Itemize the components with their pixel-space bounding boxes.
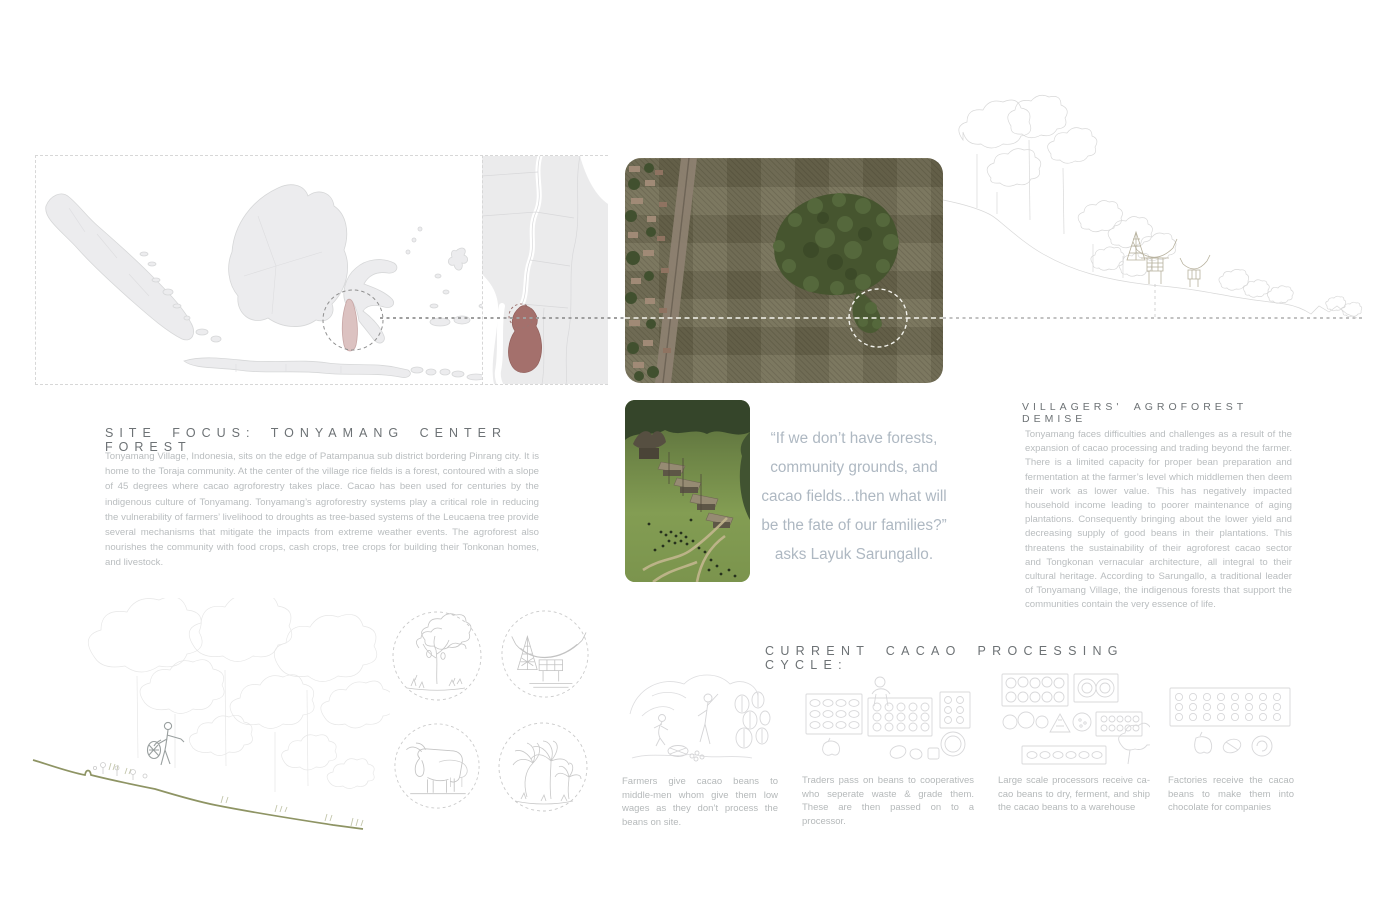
slope-ground-line bbox=[33, 760, 363, 829]
inset-highlight bbox=[508, 306, 541, 373]
inset-map bbox=[482, 156, 608, 384]
cycle-step-traders bbox=[802, 672, 974, 828]
cycle-step-processors bbox=[998, 670, 1150, 815]
connector-dotted-line-left bbox=[380, 317, 626, 319]
processors-drying-sketch bbox=[998, 670, 1150, 770]
cacao-tree-icon bbox=[407, 614, 471, 691]
cacao-pods bbox=[735, 692, 770, 748]
medallion-water-buffalo bbox=[393, 722, 481, 810]
traders-grading-sketch bbox=[802, 672, 974, 770]
step-caption: Traders pass on beans to cooperatives who seperate waste & grade them. These are then passed on to a processor. bbox=[802, 775, 974, 827]
banana-crops-icon bbox=[513, 741, 581, 804]
water-buffalo-icon bbox=[439, 760, 467, 787]
satellite-image bbox=[625, 158, 943, 383]
satellite-forest-blob bbox=[773, 193, 899, 333]
farmers-harvest-sketch bbox=[622, 666, 778, 771]
tongkonan-house-icon bbox=[512, 632, 586, 687]
quote-text: “If we don’t have forests, community grounds, and cacao fields...then what will be the fate of our families?” asks Layuk Sarungallo. bbox=[761, 430, 947, 563]
cycle-heading: CURRENT CACAO PROCESSING CYCLE: bbox=[765, 644, 1124, 672]
cycle-step-factory bbox=[1168, 684, 1294, 815]
step-caption: Factories receive the cacao beans to make them into chocolate for companies bbox=[1168, 775, 1294, 814]
medallion-tongkonan-house bbox=[500, 609, 590, 699]
village-strip bbox=[625, 163, 671, 381]
site-focus-heading: SITE FOCUS: TONYAMANG CENTER FOREST bbox=[105, 426, 507, 454]
village-photo bbox=[625, 400, 750, 582]
step-caption: Large scale processors receive ca-cao beans to dry, ferment, and ship the cacao beans to a warehouse bbox=[998, 775, 1150, 814]
medallion-banana-crops bbox=[497, 721, 589, 813]
medallion-cacao-tree bbox=[391, 610, 483, 702]
factory-chocolate-sketch bbox=[1168, 684, 1294, 770]
landscape-sketch bbox=[25, 598, 390, 836]
demise-body: Tonyamang faces difficulties and challenges as a result of the expansion of cacao processing and trading beyond the farmer. There is a limited capacity for proper bean preparation and fermentation at the farmer’s level which middlemen then deem their work as lower value. This has negatively impacted household income leading to poorer maintenance of aging plantations. Consequently bringing about the lower yield and decreasing supply of good beans in their plantations. This threatens the sustainability of their agroforest cacao sector and Tongkonan vernacular architecture, all integral to their cultural heritage. According to Sarungallo, a traditional leader of Tonyamang Village, the indigenous forests that support the communities contain the very essence of life. bbox=[1025, 429, 1292, 611]
demise-heading: VILLAGERS' AGROFOREST DEMISE bbox=[1022, 401, 1248, 425]
tongkonan-house-icon bbox=[1180, 255, 1210, 287]
step-caption: Farmers give cacao beans to middle-men whom give them low wages as they don’t process the beans on site. bbox=[622, 776, 778, 828]
inset-divider-line bbox=[482, 155, 483, 385]
cycle-step-farmers bbox=[622, 666, 778, 829]
site-focus-body: Tonyamang Village, Indonesia, sits on the edge of Patampanua sub district bordering Pinrang city. It is home to the Toraja community. At the center of the village rice fields is a forest, contoured with a slope of 45 degrees where cacao agroforestry takes place. Cacao has been used for centuries by the indigenous culture of Tonyamang. Tonyamang’s agroforestry systems play a critical role in reducing the vulnerability of farmers’ livelihood to droughts as tree-based systems of the Leucaena tree provide several mechanisms that mitigate the impacts from extreme weather events. The agroforest also nourishes the community with food crops, cash crops, tree crops for building their Tonkonan homes, and livestock. bbox=[105, 451, 539, 569]
farmer-figure-icon bbox=[148, 722, 185, 765]
hillside-section-sketch bbox=[933, 88, 1367, 320]
